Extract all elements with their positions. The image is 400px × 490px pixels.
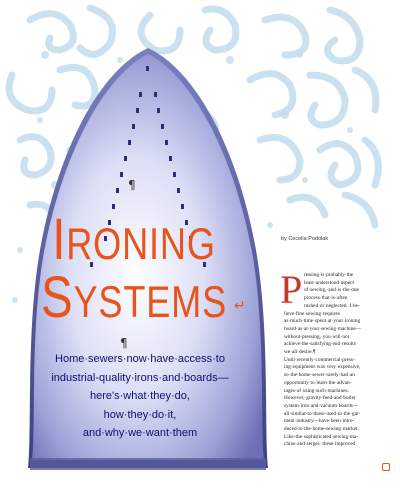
- title-rest: YSTEMS: [73, 278, 228, 327]
- article-line: rushed·or·neglected.·I·be-: [304, 302, 360, 309]
- article-line: all·similar·to·those·used·in·the·gar-: [284, 410, 361, 417]
- title-initial: I: [52, 207, 67, 272]
- article-line: tages·of·using·such·machines.: [284, 387, 349, 394]
- article-line: duced·to·the·home-sewing·market.: [284, 426, 359, 433]
- page-title-line-2: [24, 265, 244, 333]
- article-line: ment·industry—have·been·intro-: [284, 418, 355, 425]
- article-line: we·all·desire.¶: [284, 349, 316, 356]
- article-line: lieve·fine·sewing·requires: [284, 310, 340, 317]
- article-line: chine·and·serger,·these·improved: [284, 441, 356, 448]
- article-line: opportunity·to·learn·the·advan-: [284, 379, 352, 386]
- subtitle-line: and·why·we·want·them: [82, 427, 198, 439]
- page-end-icon: [382, 463, 390, 471]
- subtitle-deck: [40, 350, 240, 443]
- article-line: of·sewing,·and·is·the·one: [304, 287, 359, 294]
- subtitle-line: how·they·do·it,: [103, 408, 177, 421]
- article-line: ing·equipment·was·very·expensive,: [284, 364, 361, 371]
- article-line: so·the·home·sewer·rarely·had·an: [284, 372, 355, 379]
- article-line: board·as·at·your·sewing·machine—: [284, 325, 362, 332]
- return-mark: ↵: [234, 298, 246, 314]
- article-line: least·understood·aspect: [304, 279, 355, 286]
- pilcrow-mark: ¶: [120, 336, 128, 350]
- article-line: process·that·is·often: [304, 295, 348, 302]
- article-line: Like·the·sophisticated·sewing·ma-: [284, 433, 359, 440]
- subtitle-line: here's·what·they·do,: [90, 390, 190, 402]
- article-line: ressing·is·probably·the: [304, 272, 354, 278]
- article-line: Until·recently·commercial·press-: [284, 356, 355, 363]
- title-initial: S: [40, 265, 74, 330]
- article-line: as·much·time·spent·at·your·ironing: [284, 318, 361, 325]
- article-line: achieve·the·satisfying·end·results: [284, 341, 356, 348]
- article-body-column: [284, 272, 390, 449]
- subtitle-line: Home·sewers·now·have·access·to: [55, 353, 225, 365]
- article-line: However,·gravity-feed·and·boiler: [284, 395, 356, 402]
- byline: by Cecelia Podolak: [281, 236, 329, 242]
- pilcrow-mark: ¶: [128, 178, 136, 192]
- subtitle-line: industrial-quality·irons·and·boards—: [51, 371, 229, 384]
- title-rest: RONING: [66, 220, 216, 269]
- drop-cap: P: [280, 267, 303, 312]
- article-line: system·iron·and·vacuum·boards—: [284, 402, 359, 409]
- article-line: without·pressing,·you·will·not: [284, 333, 350, 340]
